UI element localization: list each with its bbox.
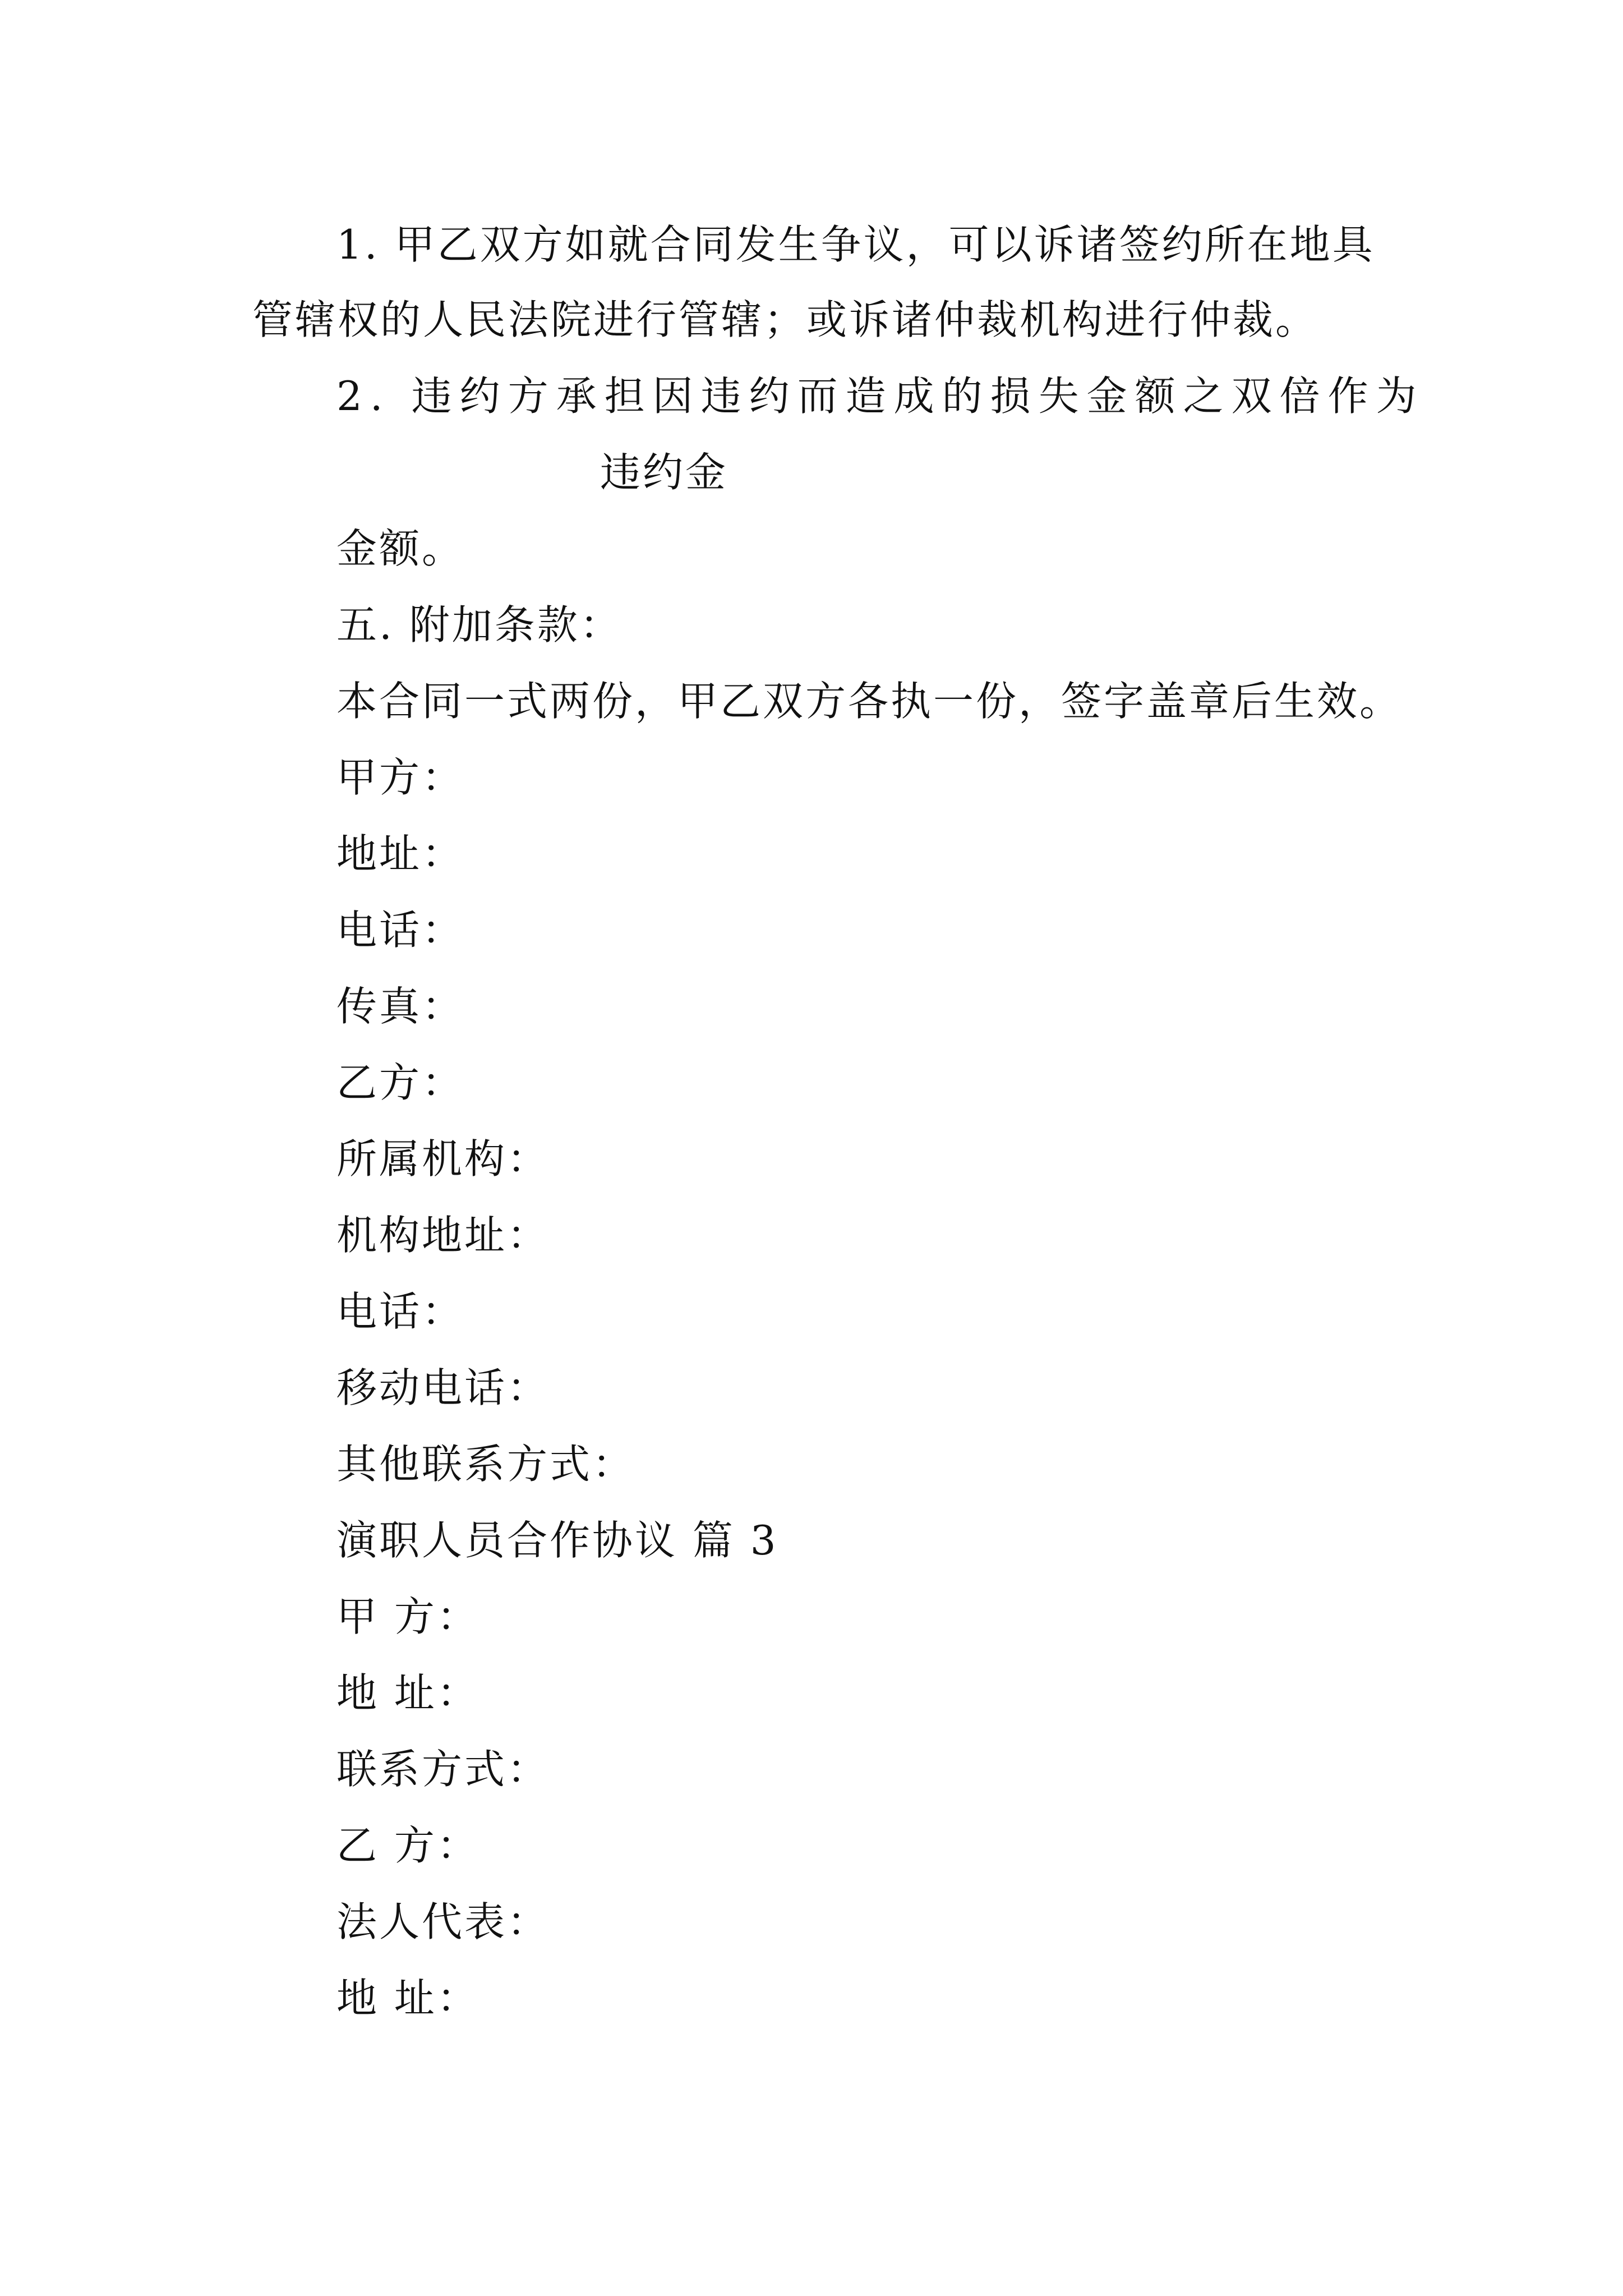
party-a-address: 地址： (336, 830, 465, 877)
party-b-label: 乙方： (336, 1059, 465, 1106)
part3-party-b: 乙 方： (336, 1822, 479, 1869)
party-b-phone: 电话： (336, 1288, 465, 1335)
party-b-other-contact: 其他联系方式： (336, 1441, 635, 1488)
party-a-fax: 传真： (336, 983, 465, 1030)
part3-title: 演职人员合作协议 篇 3 (336, 1517, 778, 1564)
clause2-line3: 金额。 (336, 525, 465, 572)
section5-heading: 五. 附加条款： (336, 601, 623, 648)
party-b-organization: 所属机构： (336, 1135, 550, 1182)
part3-address: 地 址： (336, 1669, 479, 1717)
party-b-org-address: 机构地址： (336, 1212, 550, 1259)
clause1-line1: 1. 甲乙双方如就合同发生争议，可以诉诸签约所在地具 (336, 221, 1375, 268)
part3-party-a: 甲 方： (336, 1593, 479, 1640)
clause2-line2: 违约金 (600, 449, 728, 496)
party-a-label: 甲方： (336, 754, 465, 801)
party-a-phone: 电话： (336, 907, 465, 954)
clause2-line1: 2. 违约方承担因违约而造成的损失金额之双倍作为 (336, 372, 1424, 420)
part3-address-b: 地 址： (336, 1975, 479, 2022)
section5-body: 本合同一式两份，甲乙双方各执一份，签字盖章后生效。 (336, 678, 1403, 725)
part3-contact: 联系方式： (336, 1746, 550, 1793)
party-b-mobile: 移动电话： (336, 1364, 550, 1411)
part3-legal-rep: 法人代表： (336, 1898, 550, 1945)
clause1-line2: 管辖权的人民法院进行管辖；或诉诸仲裁机构进行仲裁。 (252, 296, 1318, 343)
